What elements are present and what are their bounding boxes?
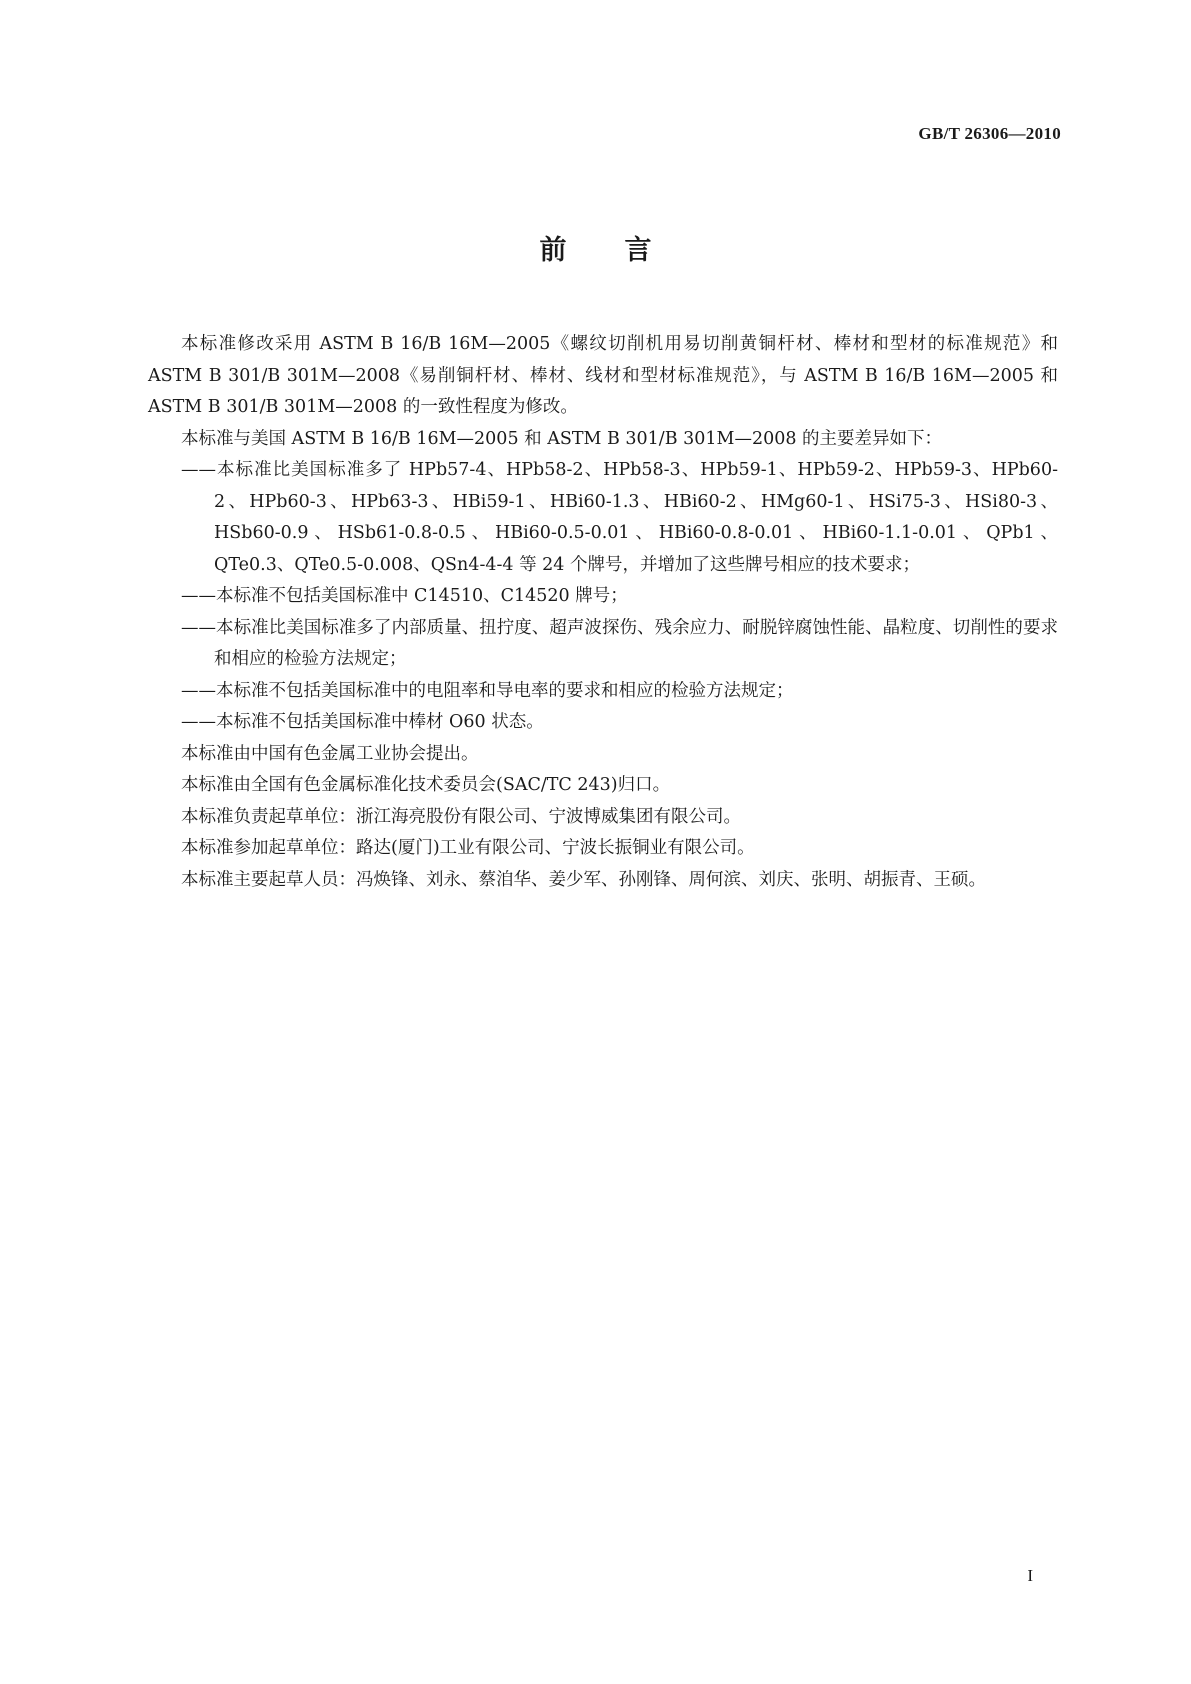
list-item-difference: ——本标准比美国标准多了 HPb57-4、HPb58-2、HPb58-3、HPb59-1、HPb59-2、HPb59-3、HPb60-2、HPb60-3、HPb63-3、HBi59-1、HBi60-1.3、HBi60-2、HMg60-1、HSi75-3、HSi80-3、HSb60-0.9、HSb61-0.8-0.5、HBi60-0.5-0.01、HBi60-0.8-0.01、HBi60-1.1-0.01、QPb1、QTe0.3、QTe0.5-0.008、QSn4-4-4 等 24 个牌号，并增加了这些牌号相应的技术要求； [181,460,1058,575]
list-item-difference: ——本标准比美国标准多了内部质量、扭拧度、超声波探伤、残余应力、耐脱锌腐蚀性能、晶粒度、切削性的要求和相应的检验方法规定； [181,617,1058,669]
paragraph-main-drafters: 本标准主要起草人员：冯焕锋、刘永、蔡洎华、姜少军、孙刚锋、周何滨、刘庆、张明、胡振青、王硕。 [181,869,986,890]
list-item-difference: ——本标准不包括美国标准中的电阻率和导电率的要求和相应的检验方法规定； [181,680,794,701]
paragraph-proposed-by: 本标准由中国有色金属工业协会提出。 [181,743,479,764]
standard-code: GB/T 26306—2010 [918,124,1061,143]
page-title: 前言 [539,235,710,266]
paragraph-participating-drafters: 本标准参加起草单位：路达(厦门)工业有限公司、宁波长振铜业有限公司。 [181,838,755,858]
list-item-difference: ——本标准不包括美国标准中棒材 O60 状态。 [181,712,544,732]
paragraph-lead-drafters: 本标准负责起草单位：浙江海亮股份有限公司、宁波博威集团有限公司。 [181,806,741,827]
paragraph-differences-intro: 本标准与美国 ASTM B 16/B 16M—2005 和 ASTM B 301/B 301M—2008 的主要差异如下： [181,428,943,449]
document-body [148,329,1058,896]
page-number: I [1027,1566,1033,1585]
paragraph-adoption: 本标准修改采用 ASTM B 16/B 16M—2005《螺纹切削机用易切削黄铜杆材、棒材和型材的标准规范》和 ASTM B 301/B 301M—2008《易削铜杆材、棒材、线材和型材标准规范》，与 ASTM B 16/B 16M—2005 和 ASTM B 301/B 301M—2008 的一致性程度为修改。 [148,334,1058,417]
list-item-difference: ——本标准不包括美国标准中 C14510、C14520 牌号； [181,586,628,606]
paragraph-administered-by: 本标准由全国有色金属标准化技术委员会(SAC/TC 243)归口。 [181,775,671,795]
